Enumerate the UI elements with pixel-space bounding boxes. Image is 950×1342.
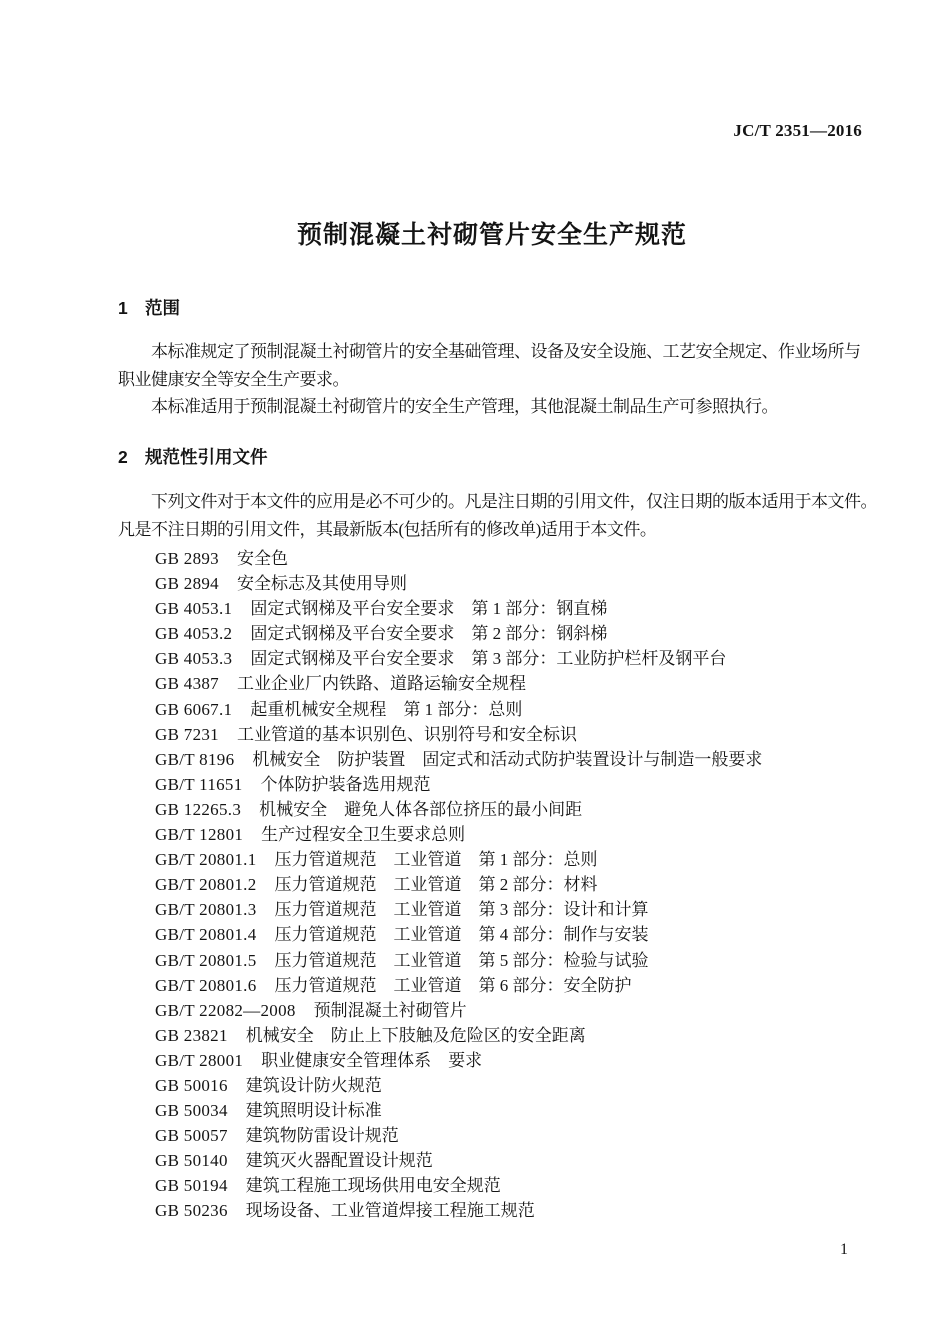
references-list	[155, 546, 895, 1224]
reference-code: GB 50140	[155, 1151, 228, 1171]
reference-item	[155, 822, 895, 847]
reference-code: GB 50016	[155, 1075, 228, 1095]
reference-item	[155, 1098, 895, 1123]
reference-item	[155, 1023, 895, 1048]
reference-title: 个体防护装备选用规范	[260, 774, 431, 794]
reference-title: 生产过程安全卫生要求总则	[261, 825, 466, 845]
reference-code: GB/T 22082—2008	[155, 1000, 296, 1020]
reference-code: GB/T 20801.6	[155, 975, 257, 995]
paragraph-line: 本标准适用于预制混凝土衬砌管片的安全生产管理，其他混凝土制品生产可参照执行。	[118, 397, 778, 416]
reference-item	[155, 1173, 895, 1198]
reference-code: GB 7231	[155, 724, 219, 744]
reference-item	[155, 546, 895, 571]
section-1-heading	[118, 295, 180, 320]
reference-title: 压力管道规范 工业管道 第 6 部分：安全防护	[274, 975, 632, 995]
reference-code: GB 2894	[155, 574, 219, 594]
section-2-title: 规范性引用文件	[145, 447, 268, 467]
paragraph-line: 凡是不注日期的引用文件，其最新版本(包括所有的修改单)适用于本文件。	[118, 519, 657, 539]
reference-title: 建筑工程施工现场供用电安全规范	[245, 1176, 501, 1196]
reference-item	[155, 973, 895, 998]
reference-item	[155, 998, 895, 1023]
page-number: 1	[840, 1241, 848, 1258]
reference-code: GB/T 20801.2	[155, 875, 257, 895]
reference-code: GB/T 8196	[155, 749, 235, 769]
reference-item	[155, 747, 895, 772]
reference-code: GB/T 20801.3	[155, 900, 257, 920]
reference-title: 固定式钢梯及平台安全要求 第 2 部分：钢斜梯	[250, 624, 608, 644]
reference-title: 预制混凝土衬砌管片	[313, 1000, 467, 1020]
reference-title: 固定式钢梯及平台安全要求 第 3 部分：工业防护栏杆及钢平台	[250, 649, 727, 669]
reference-code: GB 6067.1	[155, 699, 233, 719]
reference-code: GB 12265.3	[155, 799, 242, 819]
reference-title: 建筑物防雷设计规范	[245, 1126, 399, 1146]
reference-item	[155, 671, 895, 696]
reference-title: 建筑设计防火规范	[245, 1075, 382, 1095]
reference-title: 机械安全 防护装置 固定式和活动式防护装置设计与制造一般要求	[252, 749, 763, 769]
reference-item	[155, 1073, 895, 1098]
section-1-body	[118, 338, 878, 421]
reference-code: GB 4053.2	[155, 624, 233, 644]
reference-title: 安全色	[236, 549, 288, 568]
reference-code: GB/T 20801.5	[155, 950, 257, 970]
reference-title: 压力管道规范 工业管道 第 5 部分：检验与试验	[274, 950, 649, 970]
reference-code: GB/T 12801	[155, 825, 244, 845]
reference-item	[155, 1198, 895, 1223]
reference-item	[155, 1123, 895, 1148]
reference-code: GB 2893	[155, 549, 219, 568]
standard-code: JC/T 2351—2016	[733, 121, 862, 140]
reference-title: 建筑照明设计标准	[245, 1101, 382, 1121]
reference-title: 压力管道规范 工业管道 第 4 部分：制作与安装	[274, 925, 649, 945]
reference-title: 工业企业厂内铁路、道路运输安全规程	[236, 674, 526, 694]
reference-item	[155, 897, 895, 922]
section-1-title: 范围	[145, 298, 180, 318]
reference-item	[155, 571, 895, 596]
section-2-body	[118, 488, 878, 543]
reference-item	[155, 922, 895, 947]
reference-code: GB 50034	[155, 1101, 228, 1121]
reference-item	[155, 697, 895, 722]
paragraph-line: 本标准规定了预制混凝土衬砌管片的安全基础管理、设备及安全设施、工艺安全规定、作业场所与	[118, 342, 861, 361]
reference-code: GB 4387	[155, 674, 219, 694]
reference-item	[155, 847, 895, 872]
reference-code: GB/T 11651	[155, 774, 243, 794]
reference-item	[155, 596, 895, 621]
reference-title: 压力管道规范 工业管道 第 3 部分：设计和计算	[274, 900, 649, 920]
reference-code: GB 4053.1	[155, 599, 233, 619]
reference-item	[155, 646, 895, 671]
reference-item	[155, 722, 895, 747]
reference-code: GB/T 28001	[155, 1050, 244, 1070]
reference-code: GB 23821	[155, 1025, 228, 1045]
paragraph-line: 下列文件对于本文件的应用是必不可少的。凡是注日期的引用文件，仅注日期的版本适用于本文件。	[118, 492, 877, 511]
reference-code: GB 50236	[155, 1201, 228, 1221]
reference-title: 工业管道的基本识别色、识别符号和安全标识	[236, 724, 577, 744]
reference-title: 安全标志及其使用导则	[236, 574, 407, 594]
reference-item	[155, 772, 895, 797]
reference-title: 机械安全 防止上下肢触及危险区的安全距离	[245, 1025, 586, 1045]
reference-title: 起重机械安全规程 第 1 部分：总则	[250, 699, 523, 719]
section-2-number: 2	[118, 447, 128, 467]
reference-title: 现场设备、工业管道焊接工程施工规范	[245, 1201, 535, 1221]
paragraph-line: 职业健康安全等安全生产要求。	[118, 369, 349, 389]
reference-code: GB/T 20801.4	[155, 925, 257, 945]
section-1-number: 1	[118, 298, 128, 318]
reference-code: GB 50194	[155, 1176, 228, 1196]
reference-title: 机械安全 避免人体各部位挤压的最小间距	[259, 799, 583, 819]
reference-title: 压力管道规范 工业管道 第 2 部分：材料	[274, 875, 598, 895]
reference-title: 固定式钢梯及平台安全要求 第 1 部分：钢直梯	[250, 599, 608, 619]
reference-code: GB/T 20801.1	[155, 850, 257, 870]
reference-item	[155, 1048, 895, 1073]
reference-item	[155, 1148, 895, 1173]
document-title: 预制混凝土衬砌管片安全生产规范	[296, 221, 687, 249]
reference-item	[155, 948, 895, 973]
reference-item	[155, 621, 895, 646]
section-2-heading	[118, 444, 268, 469]
reference-item	[155, 872, 895, 897]
reference-code: GB 50057	[155, 1126, 228, 1146]
reference-title: 建筑灭火器配置设计规范	[245, 1151, 433, 1171]
reference-item	[155, 797, 895, 822]
reference-title: 职业健康安全管理体系 要求	[261, 1050, 483, 1070]
reference-title: 压力管道规范 工业管道 第 1 部分：总则	[274, 850, 598, 870]
reference-code: GB 4053.3	[155, 649, 233, 669]
